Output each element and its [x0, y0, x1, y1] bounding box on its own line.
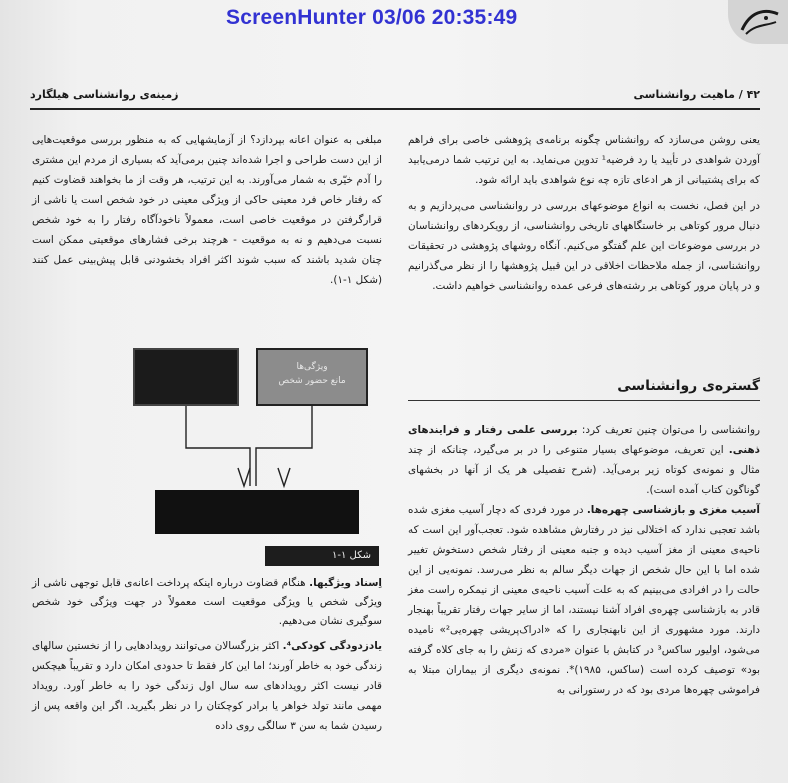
- right-column-body: [408, 420, 760, 700]
- paragraph-lead: روانشناسی را می‌توان چنین تعریف کرد:: [577, 424, 760, 436]
- subheading-bold: یادزدودگی کودکی⁴.: [282, 640, 382, 652]
- figure-box-output: [155, 490, 359, 534]
- caption-rest: هنگام قضاوت درباره اینکه پرداخت اعانه‌ی قابل توجهی ناشی از ویژگی شخص یا ویژگی موقعیت است معمولاً در جهت ویژگی خود شخص سوگیری نشان می‌دهیم.: [32, 577, 382, 627]
- paragraph: در این فصل، نخست به انواع موضوعهای بررسی در روانشناسی می‌پردازیم و به دنبال مرور کوتاهی بر خاستگاههای تاریخی روانشناسی، از رویکردهای روانشناسان در بررسی موضوعات این علم گفتگو می‌کنیم. آنگاه روشهای پژوهشی در تحقیقات روانشناسی، از جمله ملاحظات اخلاقی در این قبیل پژوهشها را از نظر می‌گذرانیم و در پایان مرور کوتاهی بر رشته‌های فرعی عمده روانشناسی خواهیم داشت.: [408, 200, 760, 292]
- paragraph-rest: در مورد فردی که دچار آسیب مغزی شده باشد تعجبی ندارد که اختلالی نیز در رفتارش مشاهده شود. تعجب‌آور این است که ناحیه‌ی معینی از مغز آسیب دیده و جنبه معینی از رفتار شخص دستخوش تغییر شده اما با این حال شخص از جهات دیگر سالم به نظر می‌رسد. نمونه‌یی از این حالت را در افرادی می‌بینیم که به علت آسیب ناحیه‌ی معینی از نیمکره راست مغز قادر به بازشناسی چهره‌ی افراد آشنا نیستند، اما از سایر جهات رفتار تقریباً بهنجار دارند. مورد مشهوری از این نابهنجاری را که «ادراک‌پریشی چهره‌یی²» نامیده می‌شود، اولیور ساکس³ در کتابش با عنوان «مردی که زنش را به جای کلاه گرفته بود» توصیف کرده است (ساکس، ۱۹۸۵)*. نمونه‌ی دیگری از بیماران مبتلا به فراموشی چهره‌ها مردی بود که در رستورانی به: [408, 504, 760, 696]
- definition-bold: بررسی علمی رفتار و فرایندهای ذهنی.: [408, 424, 760, 456]
- paragraph: [408, 500, 760, 700]
- paragraph-rest: اکثر بزرگسالان می‌توانند رویدادهایی را از نخستین سالهای زندگی خود به خاطر آورند؛ اما این کار فقط تا حدودی امکان دارد و تقریباً هیچکس قادر نیست اکثر رویدادهای سه سال اول زندگی خود را به خاطر آورد. رویداد مهمی مانند تولد خواهر یا برادر کوچکتان را در نظر بگیرید. اگر این واقعه پس از رسیدن شما به سن ۳ سالگی روی داده: [31, 640, 382, 732]
- figure-box-label: ویژگی‌ها: [296, 362, 328, 372]
- subheading-bold: آسیب مغزی و بازشناسی چهره‌ها.: [586, 504, 760, 516]
- running-header: [30, 86, 760, 110]
- figure-caption-label: شکل ۱-۱: [265, 546, 379, 566]
- screenhunter-timestamp: ScreenHunter 03/06 20:35:49: [226, 6, 518, 29]
- left-column-intro: [32, 130, 382, 290]
- figure-caption: [32, 574, 382, 631]
- left-column-body: [32, 636, 382, 736]
- section-heading: گستره‌ی روانشناسی: [408, 378, 760, 401]
- right-column-intro: [408, 130, 760, 296]
- publisher-logo: [728, 0, 788, 44]
- paragraph: [408, 420, 760, 500]
- figure-1-1: [60, 340, 378, 560]
- caption-bold: اِسناد ویژگیها.: [309, 577, 382, 589]
- paragraph: مبلغی به عنوان اعانه بپردازد؟ از آزمایشهایی که به منظور بررسی موقعیت‌هایی از این دست طراحی و اجرا شده‌اند چنین برمی‌آید که بسیاری از مردم این مشتری را آدم خیّری به شمار می‌آورند. به این ترتیب، هر وقت از ما بخواهند قضاوت کنیم که رفتار خاص فرد معینی حاکی از ویژگی معینی در خود شخص است یا ناشی از قرارگرفتن در موقعیت خاصی است، معمولاً ناخودآگاه رفتار را به خود شخص نسبت می‌دهیم و نه به موقعیت - هرچند برخی فشارهای موقعیتی ممکن است چنان شدید باشند که سبب شوند اکثر افراد بخشودنی قابل پیش‌بینی عمل کنند (شکل ۱-۱).: [32, 134, 382, 286]
- paragraph: [32, 636, 382, 736]
- paragraph: یعنی روشن می‌سازد که روانشناس چگونه برنامه‌ی پژوهشی خاصی برای فراهم آوردن شواهدی در تأیید یا رد فرضیه¹ تدوین می‌نماید. به این ترتیب شما درمی‌یابید که برای پشتیبانی از هر ادعای تازه چه نوع شواهدی باید ارائه شود.: [408, 134, 760, 186]
- paragraph-rest: این تعریف، موضوعهای بسیار متنوعی را در بر می‌گیرد، چنانکه از چند مثال و نمونه‌ی کوتاه زیر برمی‌آید. (شرح تفصیلی هر یک از آنها در بخشهای گوناگون کتاب آمده است).: [408, 444, 760, 496]
- figure-box-label: مانع حضور شخص: [278, 376, 346, 386]
- page-number-chapter: ۴۲ / ماهیت روانشناسی: [633, 88, 760, 101]
- book-title: زمینه‌ی روانشناسی هیلگارد: [30, 88, 179, 101]
